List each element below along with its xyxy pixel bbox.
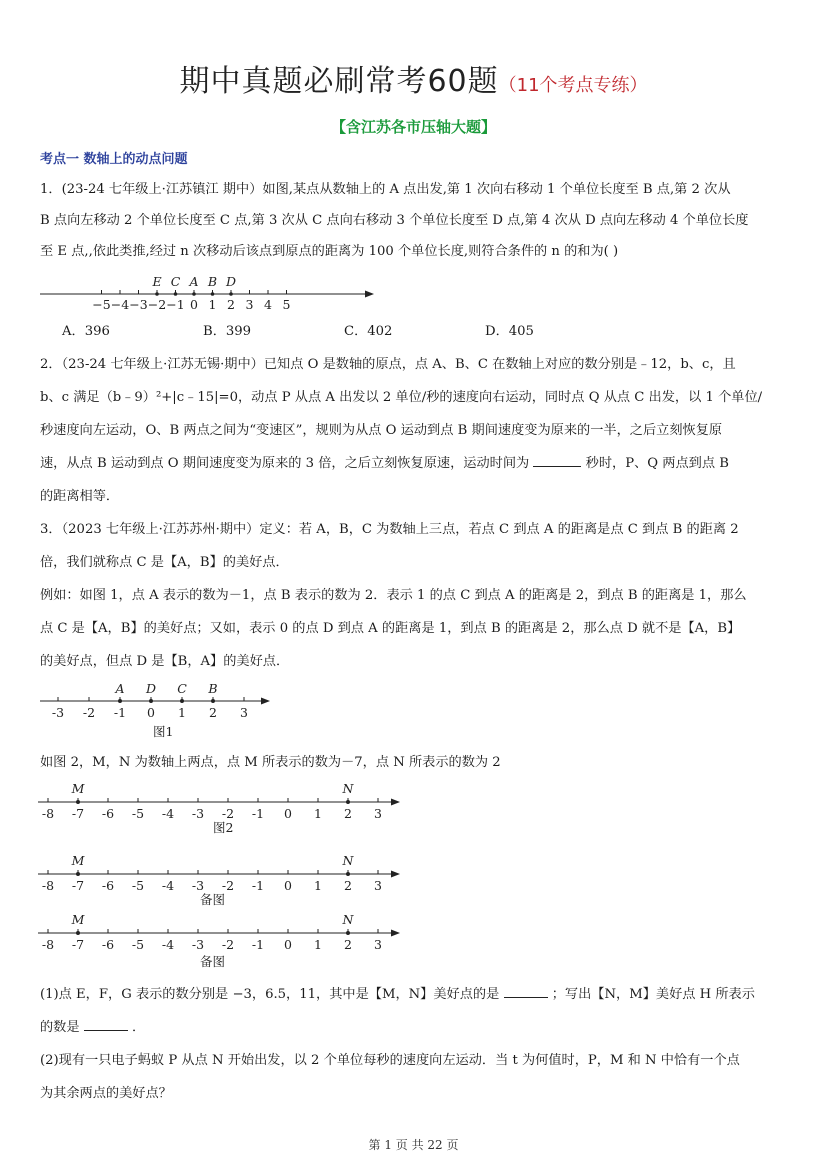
fig1-point-label: C <box>177 681 187 696</box>
axis-tick-label: 3 <box>374 806 382 821</box>
q1-tick-label: −5 <box>92 297 111 312</box>
axis-tick-label: 3 <box>374 937 382 952</box>
q1-tick-label: 0 <box>190 297 198 312</box>
q3-part2-line1: (2)现有一只电子蚂蚁 P 从点 N 开始出发，以 2 个单位每秒的速度向左运动．当 t 为何值时，P，M 和 N 中恰有一个点 <box>40 1053 740 1068</box>
axis-tick-label: -2 <box>221 806 235 821</box>
q3-part1-line1 <box>40 985 755 1005</box>
q1-point-label: C <box>170 274 181 289</box>
q3-spare-figure-2 <box>38 908 408 968</box>
q2-line4-end: 秒时，P、Q 两点到点 B <box>585 456 729 471</box>
axis-tick-label: -4 <box>161 937 175 952</box>
fig1-point-dot <box>118 699 122 703</box>
title-sub: （11个考点专练） <box>498 75 648 96</box>
q1-line3: 至 E 点,,依此类推,经过 n 次移动后该点到原点的距离为 100 个单位长度,则符合条件的 n 的和为( ) <box>40 244 619 259</box>
axis-tick-label: 3 <box>374 878 382 893</box>
axis-tick-label: 1 <box>314 806 322 821</box>
page-footer: 第 1 页 共 22 页 <box>368 1138 459 1152</box>
q3-figure1 <box>40 680 280 744</box>
axis-tick-label: -3 <box>191 806 205 821</box>
axis-tick-label: -6 <box>101 806 115 821</box>
fig1-point-dot <box>211 699 215 703</box>
q1-line2: B 点向左移动 2 个单位长度至 C 点,第 3 次从 C 点向右移动 3 个单位长度至 D 点,第 4 次从 D 点向左移动 4 个单位长度 <box>40 213 749 228</box>
option-c[interactable]: C．402 <box>344 324 393 339</box>
axis-point-label: M <box>71 912 85 927</box>
fig1-point-dot <box>149 699 153 703</box>
q3-part1-blank-1[interactable] <box>504 985 548 998</box>
q3-figure2 <box>38 780 408 834</box>
q1-point-dot <box>192 292 196 296</box>
option-a[interactable]: A．396 <box>62 324 110 339</box>
axis-tick-label: 0 <box>284 937 292 952</box>
axis-point-dot <box>76 800 80 804</box>
option-d[interactable]: D．405 <box>485 324 534 339</box>
axis-tick-label: -6 <box>101 937 115 952</box>
q1-tick-label: 4 <box>264 297 272 312</box>
q1-tick-label: −3 <box>129 297 148 312</box>
fig1-point-label: A <box>115 681 125 696</box>
q1-point-dot <box>229 292 233 296</box>
title-main: 期中真题必刷常考60题 <box>179 64 499 99</box>
axis-tick-label: -5 <box>131 878 145 893</box>
q1-line1: 1．(23-24 七年级上·江苏镇江 期中）如图,某点从数轴上的 A 点出发,第 1 次向右移动 1 个单位长度至 B 点,第 2 次从 <box>40 182 731 197</box>
fig1-tick-label: 1 <box>178 705 186 720</box>
axis-point-dot <box>346 931 350 935</box>
axis-point-dot <box>346 872 350 876</box>
q3-part1-end: ． <box>131 1020 146 1035</box>
q3-part1-line2 <box>40 1018 145 1038</box>
q1-point-label: D <box>225 274 237 289</box>
q1-tick-label: 3 <box>245 297 254 312</box>
q3-line4: 点 C 是【A，B】的美好点；又如，表示 0 的点 D 到点 A 的距离是 1，到点 B 的距离是 2，那么点 D 就不是【A，B】 <box>40 621 741 636</box>
axis-tick-label: -3 <box>191 878 205 893</box>
axis-point-label: N <box>342 912 354 927</box>
q3-line3: 例如：如图 1，点 A 表示的数为－1，点 B 表示的数为 2．表示 1 的点 C 到点 A 的距离是 2，到点 B 的距离是 1，那么 <box>40 588 747 603</box>
axis-tick-label: 1 <box>314 878 322 893</box>
axis-tick-label: -8 <box>41 806 55 821</box>
axis-tick-label: -7 <box>71 878 85 893</box>
axis-tick-label: -3 <box>191 937 205 952</box>
q1-tick-label: 1 <box>208 297 217 312</box>
axis-tick-label: -8 <box>41 937 55 952</box>
fig1-tick-label: 2 <box>209 705 217 720</box>
q1-tick-label: −2 <box>147 297 167 312</box>
axis-tick-label: -8 <box>41 878 55 893</box>
fig2-caption: 图2 <box>213 820 234 835</box>
document-title <box>0 56 827 100</box>
axis-tick-label: -4 <box>161 878 175 893</box>
axis-point-label: M <box>71 781 85 796</box>
option-b[interactable]: B．399 <box>203 324 252 339</box>
axis-tick-label: -1 <box>251 806 265 821</box>
q1-point-label: A <box>189 274 199 289</box>
axis-point-dot <box>76 931 80 935</box>
axis-tick-label: -5 <box>131 806 145 821</box>
q1-point-dot <box>211 292 215 296</box>
q1-point-label: B <box>207 274 218 289</box>
q3-part1-start: (1)点 E，F，G 表示的数分别是 −3，6.5，11，其中是【M，N】美好点的是 <box>40 987 500 1002</box>
axis-point-label: N <box>342 781 354 796</box>
q3-part1-blank-2[interactable] <box>84 1018 128 1031</box>
q3-part2-line2: 为其余两点的美好点？ <box>40 1086 172 1101</box>
q3-part1-mid: ；写出【N，M】美好点 H 所表示 <box>551 987 755 1002</box>
q3-spare-figure-1 <box>38 852 408 906</box>
fig1-tick-label: -3 <box>51 705 65 720</box>
fig1-tick-label: 0 <box>147 705 155 720</box>
spare-caption-1: 备图 <box>200 892 226 907</box>
axis-tick-label: -5 <box>131 937 145 952</box>
axis-tick-label: -7 <box>71 937 85 952</box>
axis-tick-label: 0 <box>284 878 292 893</box>
axis-tick-label: 2 <box>344 806 352 821</box>
q2-line3: 秒速度向左运动，O、B 两点之间为“变速区”，规则为从点 O 运动到点 B 期间速度变为原来的一半，之后立刻恢复原 <box>40 423 723 438</box>
axis-tick-label: 0 <box>284 806 292 821</box>
axis-tick-label: -1 <box>251 937 265 952</box>
axis-point-dot <box>76 872 80 876</box>
axis-point-label: M <box>71 853 85 868</box>
spare-caption-2: 备图 <box>200 954 226 969</box>
q1-point-dot <box>155 292 159 296</box>
q1-tick-label: 2 <box>227 297 235 312</box>
section-heading: 考点一 数轴上的动点问题 <box>40 152 188 167</box>
fig1-point-label: D <box>145 681 157 696</box>
q2-line5: 的距离相等． <box>40 489 120 504</box>
q1-tick-label: 5 <box>282 297 291 312</box>
fig1-point-dot <box>180 699 184 703</box>
q1-point-label: E <box>152 274 162 289</box>
fig1-tick-label: -1 <box>113 705 127 720</box>
axis-tick-label: -2 <box>221 878 235 893</box>
q2-line2: b、c 满足（b﹣9）²+|c﹣15|=0，动点 P 从点 A 出发以 2 单位/秒的速度向右运动，同时点 Q 从点 C 出发，以 1 个单位/ <box>40 390 763 405</box>
q1-point-dot <box>174 292 178 296</box>
fig1-caption: 图1 <box>153 724 174 739</box>
q2-line4 <box>40 454 729 474</box>
q2-line1: 2．（23-24 七年级上·江苏无锡·期中）已知点 O 是数轴的原点，点 A、B、C 在数轴上对应的数分别是﹣12，b、c，且 <box>40 357 736 372</box>
axis-tick-label: -7 <box>71 806 85 821</box>
document-subtitle: 【含江苏各市压轴大题】 <box>330 118 496 136</box>
q3-line6: 如图 2，M，N 为数轴上两点，点 M 所表示的数为－7，点 N 所表示的数为 2 <box>40 755 501 770</box>
q1-tick-label: −1 <box>166 297 185 312</box>
axis-tick-label: 2 <box>344 878 352 893</box>
axis-tick-label: -6 <box>101 878 115 893</box>
q2-line4-start: 速，从点 B 运动到点 O 期间速度变为原来的 3 倍，之后立刻恢复原速，运动时间为 <box>40 456 530 471</box>
q1-tick-label: −4 <box>110 297 130 312</box>
q3-line1: 3．（2023 七年级上·江苏苏州·期中）定义：若 A，B，C 为数轴上三点，若点 C 到点 A 的距离是点 C 到点 B 的距离 2 <box>40 522 739 537</box>
fig1-tick-label: 3 <box>240 705 248 720</box>
q1-number-line <box>40 270 380 316</box>
fig1-tick-label: -2 <box>82 705 96 720</box>
q3-line2: 倍，我们就称点 C 是【A，B】的美好点． <box>40 555 289 570</box>
axis-tick-label: 1 <box>314 937 322 952</box>
q2-answer-blank[interactable] <box>533 454 581 467</box>
axis-tick-label: 2 <box>344 937 352 952</box>
q3-line5: 的美好点，但点 D 是【B，A】的美好点． <box>40 654 290 669</box>
axis-point-dot <box>346 800 350 804</box>
axis-tick-label: -4 <box>161 806 175 821</box>
axis-point-label: N <box>342 853 354 868</box>
q1-options <box>62 322 626 342</box>
fig1-point-label: B <box>208 681 218 696</box>
axis-tick-label: -2 <box>221 937 235 952</box>
q3-part1-label: 的数是 <box>40 1020 80 1035</box>
axis-tick-label: -1 <box>251 878 265 893</box>
